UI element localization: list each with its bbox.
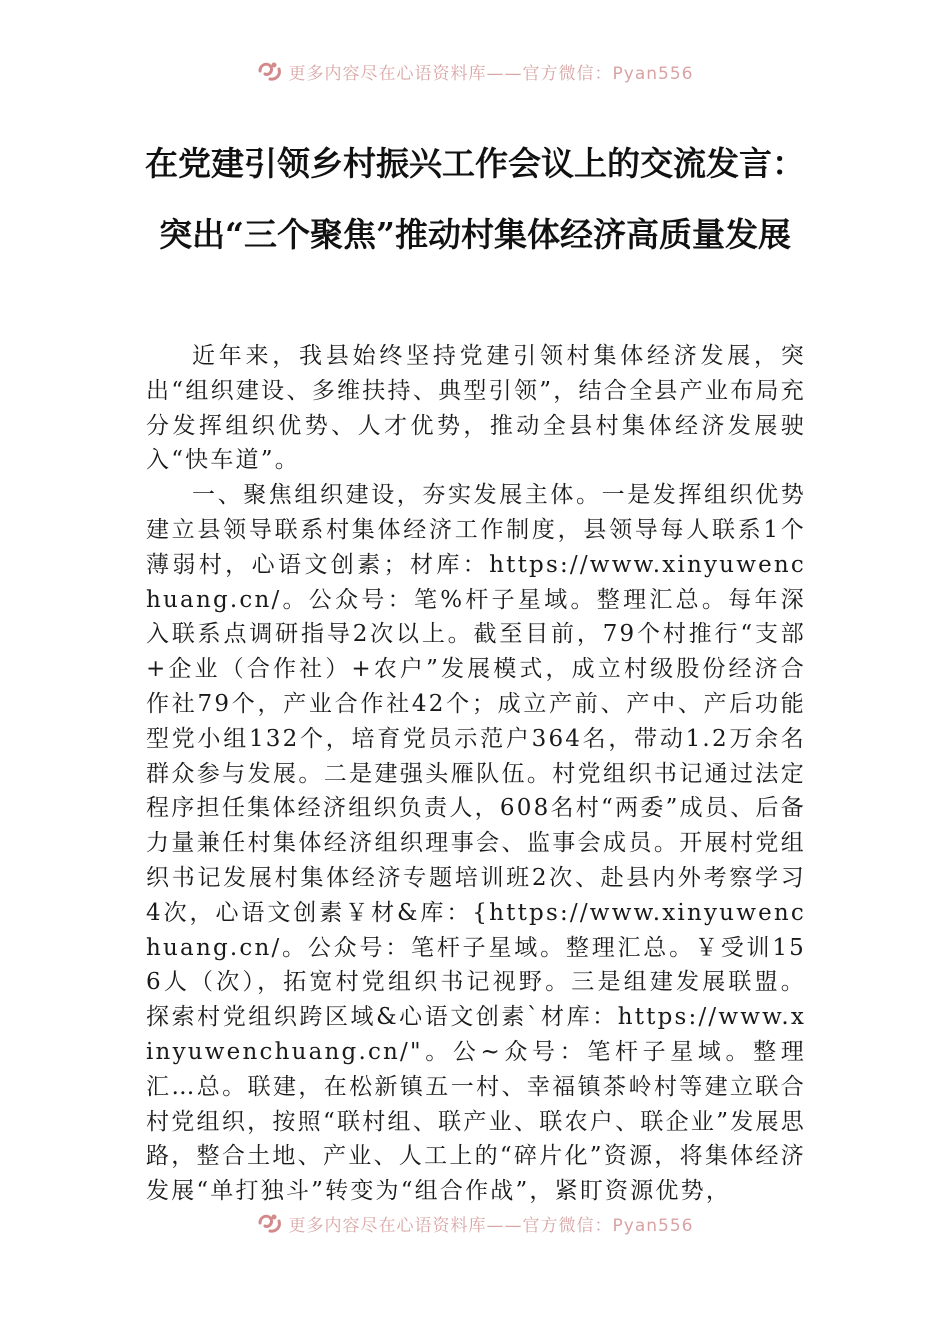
header-watermark [0, 56, 950, 86]
paragraph-section-one: 一、聚焦组织建设，夯实发展主体。一是发挥组织优势建立县领导联系村集体经济工作制度，县领导每人联系1个薄弱村，心语文创素；材库：https://www.xinyuwenchuang.cn/。公众号：笔%杆子星域。整理汇总。每年深入联系点调研指导2次以上。截至目前，79个村推行“支部+企业（合作社）+农户”发展模式，成立村级股份经济合作社79个，产业合作社42个；成立产前、产中、产后功能型党小组132个，培育党员示范户364名，带动1.2万余名群众参与发展。二是建强头雁队伍。村党组织书记通过法定程序担任集体经济组织负责人，608名村“两委”成员、后备力量兼任村集体经济组织理事会、监事会成员。开展村党组织书记发展村集体经济专题培训班2次、赴县内外考察学习4次，心语文创素￥材&库：{https://www.xinyuwenchuang.cn/。公众号：笔杆子星域。整理汇总。￥受训156人（次），拓宽村党组织书记视野。三是组建发展联盟。探索村党组织跨区域&心语文创素`材库：https://www.xinyuwenchuang.cn/"。公~众号：笔杆子星域。整理汇…总。联建，在松新镇五一村、幸福镇茶岭村等建立联合村党组织，按照“联村组、联产业、联农户、联企业”发展思路，整合土地、产业、人工上的“碎片化”资源，将集体经济发展“单打独斗”转变为“组合作战”，紧盯资源优势， [146, 482, 806, 1205]
paragraph-intro: 近年来，我县始终坚持党建引领村集体经济发展，突出“组织建设、多维扶持、典型引领”，结合全县产业布局充分发挥组织优势、人才优势，推动全县村集体经济发展驶入“快车道”。 [146, 343, 806, 474]
footer-watermark [0, 1208, 950, 1238]
watermark-text: 更多内容尽在心语资料库——官方微信：Pyan556 [288, 63, 694, 84]
watermark-logo-icon [257, 59, 283, 83]
document-body [146, 339, 806, 1209]
document-title: 在党建引领乡村振兴工作会议上的交流发言：突出“三个聚焦”推动村集体经济高质量发展 [145, 144, 805, 254]
watermark-logo-icon [257, 1211, 283, 1235]
watermark-text: 更多内容尽在心语资料库——官方微信：Pyan556 [288, 1215, 694, 1236]
